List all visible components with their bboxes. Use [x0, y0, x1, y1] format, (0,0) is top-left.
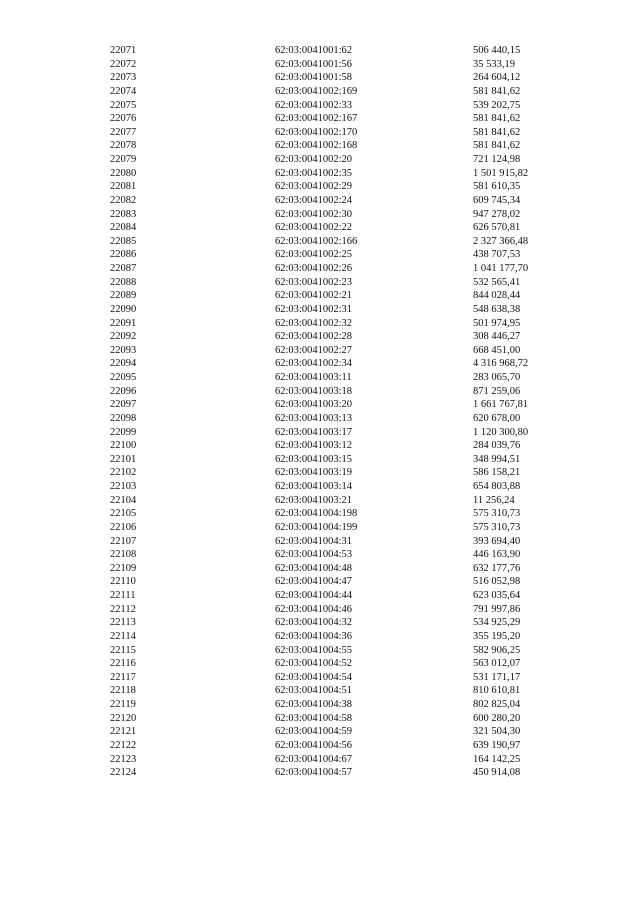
table-row: [0, 262, 640, 276]
table-row: [0, 44, 640, 58]
cadastral-value: 654 803,88: [473, 481, 521, 492]
cadastral-number: 62:03:0041003:11: [275, 372, 352, 383]
table-row: [0, 385, 640, 399]
row-number: 22094: [110, 358, 137, 370]
table-row: [0, 126, 640, 140]
row-number: 22103: [110, 481, 137, 492]
table-row: [0, 167, 640, 181]
row-number: 22075: [110, 99, 137, 111]
cadastral-number: 62:03:0041004:55: [275, 644, 353, 656]
row-number: 22090: [110, 303, 137, 315]
cadastral-value: 532 565,41: [473, 276, 521, 288]
row-number: 22109: [110, 562, 137, 574]
cadastral-value: 586 158,21: [473, 467, 521, 479]
table-row: [0, 548, 640, 562]
table-row: [0, 466, 640, 480]
cadastral-value: 871 259,06: [473, 385, 521, 397]
row-number: 22088: [110, 276, 137, 288]
row-number: 22108: [110, 549, 137, 561]
row-number: 22114: [110, 630, 136, 642]
cadastral-value: 810 610,81: [473, 685, 521, 697]
table-row: [0, 289, 640, 303]
cadastral-number: 62:03:0041003:18: [275, 385, 353, 397]
cadastral-value: 581 841,62: [473, 126, 521, 138]
cadastral-number: 62:03:0041004:47: [275, 576, 353, 588]
cadastral-number: 62:03:0041003:14: [275, 481, 353, 492]
cadastral-value: 4 316 968,72: [473, 358, 529, 370]
cadastral-number: 62:03:0041004:58: [275, 712, 353, 724]
cadastral-value: 609 745,34: [473, 194, 521, 206]
table-row: [0, 208, 640, 222]
row-number: 22121: [110, 726, 137, 738]
row-number: 22122: [110, 739, 137, 751]
cadastral-value: 844 028,44: [473, 290, 521, 302]
table-row: [0, 494, 640, 508]
row-number: 22116: [110, 658, 136, 670]
cadastral-value: 632 177,76: [473, 562, 521, 574]
cadastral-number: 62:03:0041002:33: [275, 99, 353, 111]
cadastral-value: 531 171,17: [473, 671, 521, 683]
row-number: 22119: [110, 699, 136, 710]
cadastral-value: 35 533,19: [473, 58, 515, 70]
table-row: [0, 753, 640, 767]
table-row: [0, 153, 640, 167]
cadastral-number: 62:03:0041004:53: [275, 549, 353, 561]
table-row: [0, 453, 640, 467]
row-number: 22074: [110, 85, 137, 97]
cadastral-number: 62:03:0041002:22: [275, 222, 353, 234]
table-row: [0, 58, 640, 72]
table-row: [0, 657, 640, 671]
table-row: [0, 139, 640, 153]
table-row: [0, 357, 640, 371]
cadastral-value: 283 065,70: [473, 372, 521, 383]
cadastral-number: 62:03:0041004:198: [275, 508, 358, 520]
cadastral-number: 62:03:0041004:36: [275, 630, 353, 642]
row-number: 22102: [110, 467, 137, 479]
row-number: 22120: [110, 712, 137, 724]
table-row: [0, 725, 640, 739]
row-number: 22097: [110, 399, 137, 411]
cadastral-value: 438 707,53: [473, 249, 521, 261]
table-row: [0, 99, 640, 113]
row-number: 22100: [110, 440, 137, 452]
table-row: [0, 85, 640, 99]
cadastral-number: 62:03:0041004:51: [275, 685, 353, 697]
row-number: 22118: [110, 685, 136, 697]
cadastral-number: 62:03:0041002:32: [275, 317, 353, 329]
row-number: 22083: [110, 208, 137, 220]
row-number: 22077: [110, 126, 137, 138]
cadastral-value: 539 202,75: [473, 99, 521, 111]
row-number: 22111: [110, 590, 136, 601]
cadastral-value: 623 035,64: [473, 590, 521, 601]
row-number: 22076: [110, 113, 137, 125]
table-row: [0, 575, 640, 589]
cadastral-value: 284 039,76: [473, 440, 521, 452]
cadastral-value: 164 142,25: [473, 753, 521, 765]
cadastral-number: 62:03:0041003:13: [275, 412, 353, 424]
table-row: [0, 194, 640, 208]
cadastral-value: 1 041 177,70: [473, 263, 529, 274]
cadastral-value: 450 914,08: [473, 767, 521, 779]
row-number: 22124: [110, 767, 137, 779]
cadastral-value: 534 925,29: [473, 617, 521, 629]
table-row: [0, 180, 640, 194]
cadastral-number: 62:03:0041004:48: [275, 562, 353, 574]
row-number: 22104: [110, 494, 137, 506]
cadastral-value: 321 504,30: [473, 726, 521, 738]
cadastral-value: 548 638,38: [473, 303, 521, 315]
cadastral-number: 62:03:0041002:35: [275, 167, 353, 179]
cadastral-number: 62:03:0041002:27: [275, 344, 353, 356]
cadastral-number: 62:03:0041004:38: [275, 699, 353, 710]
cadastral-value: 600 280,20: [473, 712, 521, 724]
cadastral-value: 501 974,95: [473, 317, 521, 329]
row-number: 22096: [110, 385, 137, 397]
table-row: [0, 235, 640, 249]
table-row: [0, 630, 640, 644]
cadastral-number: 62:03:0041002:31: [275, 303, 353, 315]
table-row: [0, 616, 640, 630]
cadastral-number: 62:03:0041004:52: [275, 658, 353, 670]
table-row: [0, 603, 640, 617]
cadastral-number: 62:03:0041002:21: [275, 290, 353, 302]
row-number: 22080: [110, 167, 137, 179]
cadastral-value: 348 994,51: [473, 453, 521, 465]
row-number: 22087: [110, 263, 137, 274]
cadastral-number: 62:03:0041002:20: [275, 154, 353, 165]
cadastral-number: 62:03:0041004:56: [275, 739, 353, 751]
cadastral-number: 62:03:0041002:29: [275, 181, 353, 193]
row-number: 22086: [110, 249, 137, 261]
table-row: [0, 426, 640, 440]
table-row: [0, 589, 640, 603]
cadastral-value: 1 661 767,81: [473, 399, 529, 411]
table-row: [0, 112, 640, 126]
cadastral-value: 620 678,00: [473, 412, 521, 424]
cadastral-number: 62:03:0041002:166: [275, 235, 358, 247]
row-number: 22073: [110, 72, 137, 84]
cadastral-value: 581 841,62: [473, 113, 521, 125]
table-row: [0, 766, 640, 780]
cadastral-number: 62:03:0041004:59: [275, 726, 353, 738]
cadastral-value: 1 501 915,82: [473, 167, 529, 179]
row-number: 22117: [110, 671, 136, 683]
cadastral-number: 62:03:0041004:32: [275, 617, 353, 629]
cadastral-number: 62:03:0041003:17: [275, 426, 353, 438]
table-row: [0, 644, 640, 658]
cadastral-number: 62:03:0041002:30: [275, 208, 353, 220]
cadastral-number: 62:03:0041002:168: [275, 140, 358, 152]
row-number: 22112: [110, 603, 136, 615]
cadastral-value: 802 825,04: [473, 699, 521, 710]
cadastral-number: 62:03:0041004:54: [275, 671, 353, 683]
cadastral-number: 62:03:0041002:25: [275, 249, 353, 261]
cadastral-number: 62:03:0041002:170: [275, 126, 358, 138]
cadastral-number: 62:03:0041003:12: [275, 440, 353, 452]
row-number: 22113: [110, 617, 136, 629]
row-number: 22105: [110, 508, 137, 520]
row-number: 22082: [110, 194, 137, 206]
cadastral-value: 516 052,98: [473, 576, 521, 588]
cadastral-number: 62:03:0041004:67: [275, 753, 353, 765]
cadastral-value: 668 451,00: [473, 344, 521, 356]
cadastral-number: 62:03:0041001:62: [275, 45, 353, 56]
cadastral-number: 62:03:0041002:26: [275, 263, 353, 274]
table-row: [0, 276, 640, 290]
cadastral-value: 581 841,62: [473, 85, 521, 97]
row-number: 22092: [110, 331, 137, 343]
cadastral-value: 626 570,81: [473, 222, 521, 234]
table-row: [0, 698, 640, 712]
cadastral-value: 575 310,73: [473, 521, 521, 533]
table-row: [0, 521, 640, 535]
cadastral-number: 62:03:0041002:167: [275, 113, 358, 125]
cadastral-value: 581 610,35: [473, 181, 521, 193]
cadastral-value: 721 124,98: [473, 154, 521, 165]
cadastral-value: 506 440,15: [473, 45, 521, 56]
cadastral-number: 62:03:0041002:169: [275, 85, 358, 97]
row-number: 22091: [110, 317, 137, 329]
cadastral-value: 2 327 366,48: [473, 235, 529, 247]
row-number: 22093: [110, 344, 137, 356]
cadastral-number: 62:03:0041002:28: [275, 331, 353, 343]
cadastral-number: 62:03:0041002:24: [275, 194, 353, 206]
cadastral-value: 791 997,86: [473, 603, 521, 615]
table-row: [0, 480, 640, 494]
row-number: 22115: [110, 644, 136, 656]
cadastral-value: 393 694,40: [473, 535, 521, 547]
row-number: 22123: [110, 753, 137, 765]
table-row: [0, 535, 640, 549]
cadastral-value: 581 841,62: [473, 140, 521, 152]
row-number: 22071: [110, 45, 137, 56]
row-number: 22085: [110, 235, 137, 247]
cadastral-number: 62:03:0041001:56: [275, 58, 353, 70]
table-row: [0, 439, 640, 453]
table-row: [0, 248, 640, 262]
row-number: 22106: [110, 521, 137, 533]
cadastral-value: 1 120 300,80: [473, 426, 529, 438]
cadastral-number: 62:03:0041002:34: [275, 358, 353, 370]
cadastral-number: 62:03:0041004:31: [275, 535, 353, 547]
row-number: 22079: [110, 154, 137, 165]
row-number: 22101: [110, 453, 137, 465]
row-number: 22099: [110, 426, 137, 438]
cadastral-number: 62:03:0041003:20: [275, 399, 353, 411]
cadastral-number: 62:03:0041004:44: [275, 590, 353, 601]
row-number: 22107: [110, 535, 137, 547]
cadastral-value: 947 278,02: [473, 208, 521, 220]
cadastral-value: 308 446,27: [473, 331, 521, 343]
cadastral-number: 62:03:0041002:23: [275, 276, 353, 288]
table-row: [0, 671, 640, 685]
cadastral-value: 563 012,07: [473, 658, 521, 670]
cadastral-value: 575 310,73: [473, 508, 521, 520]
cadastral-number: 62:03:0041004:57: [275, 767, 353, 779]
row-number: 22081: [110, 181, 137, 193]
row-number: 22084: [110, 222, 137, 234]
row-number: 22078: [110, 140, 137, 152]
table-row: [0, 739, 640, 753]
cadastral-value: 355 195,20: [473, 630, 521, 642]
table-row: [0, 303, 640, 317]
table-row: [0, 507, 640, 521]
cadastral-number: 62:03:0041003:21: [275, 494, 353, 506]
cadastral-value: 639 190,97: [473, 739, 521, 751]
table-row: [0, 317, 640, 331]
cadastral-number: 62:03:0041001:58: [275, 72, 353, 84]
cadastral-value: 446 163,90: [473, 549, 521, 561]
table-row: [0, 562, 640, 576]
cadastral-value: 11 256,24: [473, 494, 515, 506]
cadastral-number: 62:03:0041004:199: [275, 521, 358, 533]
row-number: 22072: [110, 58, 137, 70]
cadastral-number: 62:03:0041003:19: [275, 467, 353, 479]
table-row: [0, 71, 640, 85]
cadastral-value: 582 906,25: [473, 644, 521, 656]
row-number: 22095: [110, 372, 137, 383]
table-row: [0, 412, 640, 426]
table-row: [0, 330, 640, 344]
row-number: 22098: [110, 412, 137, 424]
cadastral-value: 264 604,12: [473, 72, 521, 84]
table-row: [0, 684, 640, 698]
table-row: [0, 221, 640, 235]
table-row: [0, 398, 640, 412]
cadastral-value-table: [0, 44, 640, 780]
row-number: 22089: [110, 290, 137, 302]
row-number: 22110: [110, 576, 136, 588]
table-row: [0, 712, 640, 726]
table-row: [0, 371, 640, 385]
cadastral-number: 62:03:0041004:46: [275, 603, 353, 615]
cadastral-number: 62:03:0041003:15: [275, 453, 353, 465]
table-row: [0, 344, 640, 358]
